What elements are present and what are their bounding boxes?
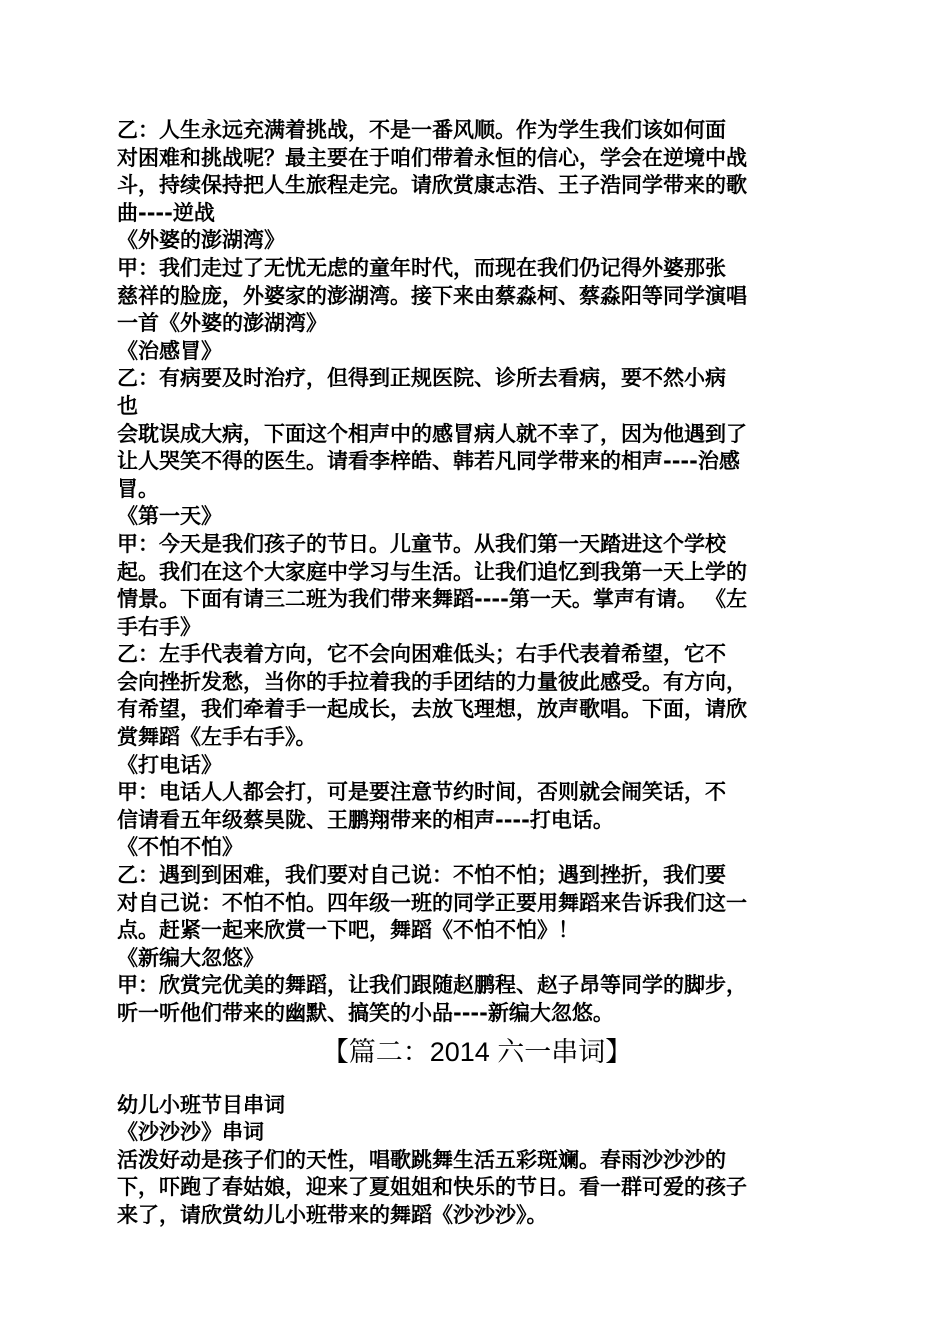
text-line: 起。我们在这个大家庭中学习与生活。让我们追忆到我第一天上学的 <box>117 559 747 584</box>
program-title: 《不怕不怕》 <box>117 835 243 860</box>
body-text-part1 <box>117 117 837 1028</box>
text-line: 信请看五年级蔡昊陇、王鹏翔带来的相声----打电话。 <box>117 807 614 832</box>
text-line: 赏舞蹈《左手右手》。 <box>117 725 317 750</box>
text-line: 慈祥的脸庞，外婆家的澎湖湾。接下来由蔡淼柯、蔡淼阳等同学演唱 <box>117 283 747 308</box>
text-line: 会向挫折发愁，当你的手拉着我的手团结的力量彼此感受。有方向， <box>117 669 747 694</box>
document-page <box>117 117 837 1230</box>
program-title: 《沙沙沙》串词 <box>117 1120 264 1145</box>
program-title: 《治感冒》 <box>117 338 222 363</box>
subsection-title: 幼儿小班节目串词 <box>117 1092 285 1117</box>
text-line: 下，吓跑了春姑娘，迎来了夏姐姐和快乐的节日。看一群可爱的孩子 <box>117 1175 747 1200</box>
text-line: 也 <box>117 393 138 418</box>
text-line: 让人哭笑不得的医生。请看李梓皓、韩若凡同学带来的相声----治感 <box>117 449 740 474</box>
text-line: 手右手》 <box>117 614 201 639</box>
section-heading: 【篇二：2014 六一串词】 <box>321 1036 633 1067</box>
program-title: 《第一天》 <box>117 504 222 529</box>
text-line: 曲----逆战 <box>117 200 215 225</box>
text-line: 乙：有病要及时治疗，但得到正规医院、诊所去看病，要不然小病 <box>117 366 726 391</box>
program-title: 《外婆的澎湖湾》 <box>117 228 285 253</box>
text-line: 点。赶紧一起来欣赏一下吧，舞蹈《不怕不怕》！ <box>117 918 579 943</box>
text-line: 对自己说：不怕不怕。四年级一班的同学正要用舞蹈来告诉我们这一 <box>117 890 747 915</box>
text-line: 来了，请欣赏幼儿小班带来的舞蹈《沙沙沙》。 <box>117 1202 548 1227</box>
body-text-part2 <box>117 1092 837 1230</box>
text-line: 冒。 <box>117 476 159 501</box>
text-line: 有希望，我们牵着手一起成长，去放飞理想，放声歌唱。下面，请欣 <box>117 697 747 722</box>
text-line: 斗，持续保持把人生旅程走完。请欣赏康志浩、王子浩同学带来的歌 <box>117 173 747 198</box>
program-title: 《新编大忽悠》 <box>117 945 264 970</box>
text-line: 甲：欣赏完优美的舞蹈，让我们跟随赵鹏程、赵子昂等同学的脚步， <box>117 973 747 998</box>
text-line: 甲：电话人人都会打，可是要注意节约时间，否则就会闹笑话，不 <box>117 780 726 805</box>
text-line: 甲：我们走过了无忧无虑的童年时代，而现在我们仍记得外婆那张 <box>117 255 726 280</box>
text-line: 乙：人生永远充满着挑战，不是一番风顺。作为学生我们该如何面 <box>117 118 726 142</box>
program-title: 《打电话》 <box>117 752 222 777</box>
text-line: 甲：今天是我们孩子的节日。儿童节。从我们第一天踏进这个学校 <box>117 531 726 556</box>
text-line: 一首《外婆的澎湖湾》 <box>117 311 327 336</box>
text-line: 情景。下面有请三二班为我们带来舞蹈----第一天。掌声有请。 《左 <box>117 587 748 612</box>
text-line: 听一听他们带来的幽默、搞笑的小品----新编大忽悠。 <box>117 1001 614 1025</box>
text-line: 乙：左手代表着方向，它不会向困难低头；右手代表着希望，它不 <box>117 642 726 667</box>
text-line: 乙：遇到到困难，我们要对自己说：不怕不怕；遇到挫折，我们要 <box>117 863 726 888</box>
text-line: 活泼好动是孩子们的天性，唱歌跳舞生活五彩斑斓。春雨沙沙沙的 <box>117 1147 726 1172</box>
text-line: 会耽误成大病，下面这个相声中的感冒病人就不幸了，因为他遇到了 <box>117 421 747 446</box>
text-line: 对困难和挑战呢？最主要在于咱们带着永恒的信心，学会在逆境中战 <box>117 145 747 170</box>
